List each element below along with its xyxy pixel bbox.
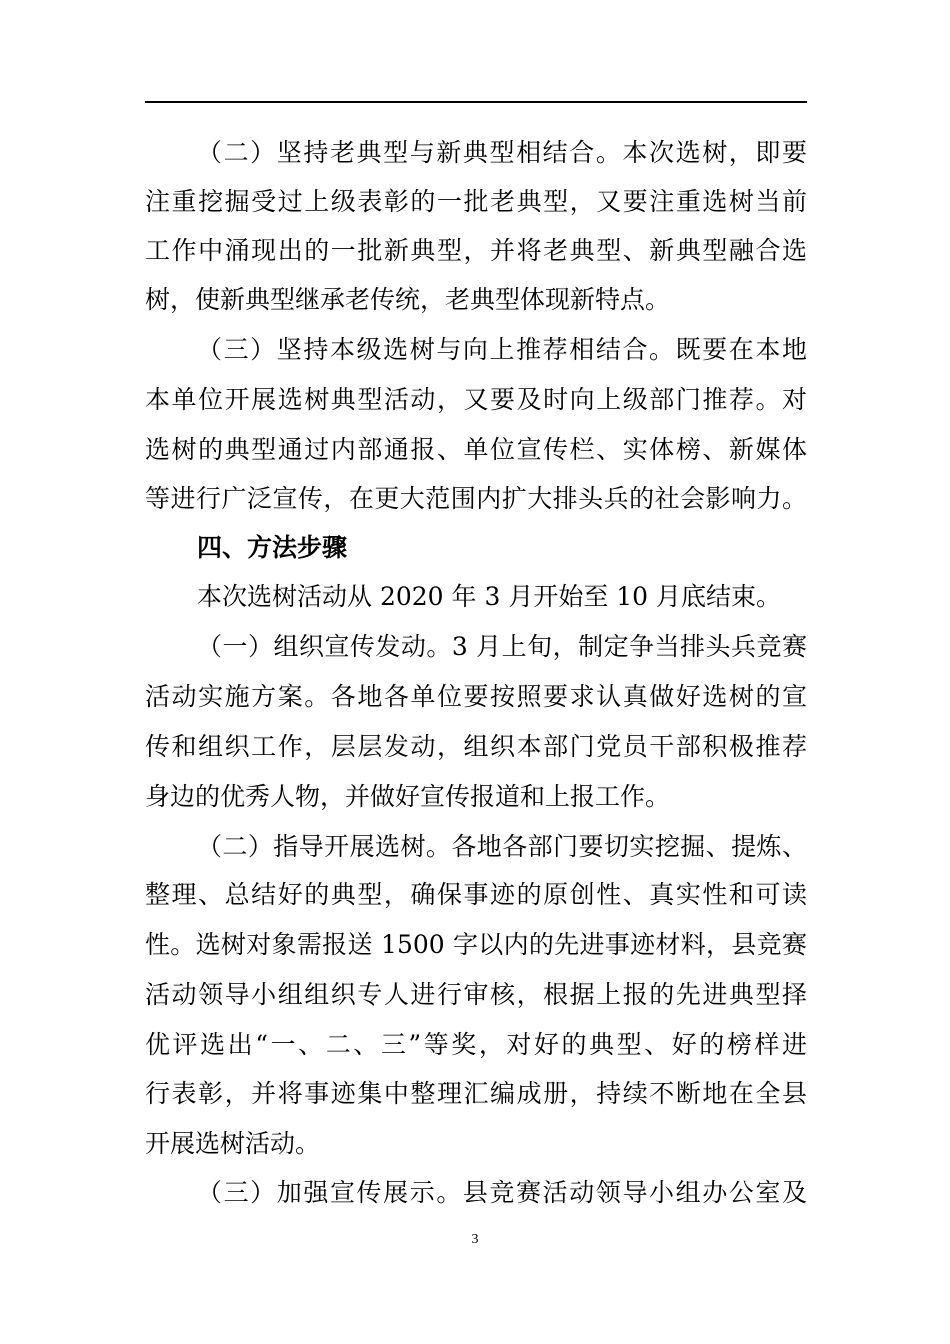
paragraph-line: 本次选树活动从 2020 年 3 月开始至 10 月底结束。 [197,582,782,611]
paragraph-line: （三）加强宣传展示。县竞赛活动领导小组办公室及 [197,1178,807,1207]
paragraph-line: 本单位开展选树典型活动，又要及时向上级部门推荐。对 [145,385,807,414]
paragraph-line: （二）指导开展选树。各地各部门要切实挖掘、提炼、 [197,832,807,861]
paragraph-line: 开展选树活动。 [145,1129,321,1158]
paragraph-line: 活动领导小组组织专人进行审核，根据上报的先进典型择 [145,980,807,1009]
paragraph-line: 传和组织工作，层层发动，组织本部门党员干部积极推荐 [145,732,807,761]
page-number: 3 [471,1232,479,1247]
paragraph-line: 整理、总结好的典型，确保事迹的原创性、真实性和可读 [145,880,807,909]
paragraph-line: 性。选树对象需报送 1500 字以内的先进事迹材料，县竞赛 [145,930,807,959]
paragraph-line: 注重挖掘受过上级表彰的一批老典型，又要注重选树当前 [145,187,807,216]
paragraph-line: 工作中涌现出的一批新典型，并将老典型、新典型融合选 [145,236,807,265]
paragraph-line: 等进行广泛宣传，在更大范围内扩大排头兵的社会影响力。 [145,484,807,513]
paragraph-line: 树，使新典型继承老传统，老典型体现新特点。 [145,285,671,314]
paragraph-line: （一）组织宣传发动。3 月上旬，制定争当排头兵竞赛 [197,632,807,661]
header-rule [145,101,807,103]
paragraph-line: 行表彰，并将事迹集中整理汇编成册，持续不断地在全县 [145,1079,807,1108]
paragraph-line: 活动实施方案。各地各单位要按照要求认真做好选树的宣 [145,682,807,711]
section-heading: 四、方法步骤 [197,533,348,562]
paragraph-line: 身边的优秀人物，并做好宣传报道和上报工作。 [145,782,671,811]
paragraph-line: （二）坚持老典型与新典型相结合。本次选树，即要 [197,138,807,167]
paragraph-line: 选树的典型通过内部通报、单位宣传栏、实体榜、新媒体 [145,435,807,464]
paragraph-line: （三）坚持本级选树与向上推荐相结合。既要在本地 [197,335,807,364]
paragraph-line: 优评选出“一、二、三”等奖，对好的典型、好的榜样进 [145,1030,807,1059]
